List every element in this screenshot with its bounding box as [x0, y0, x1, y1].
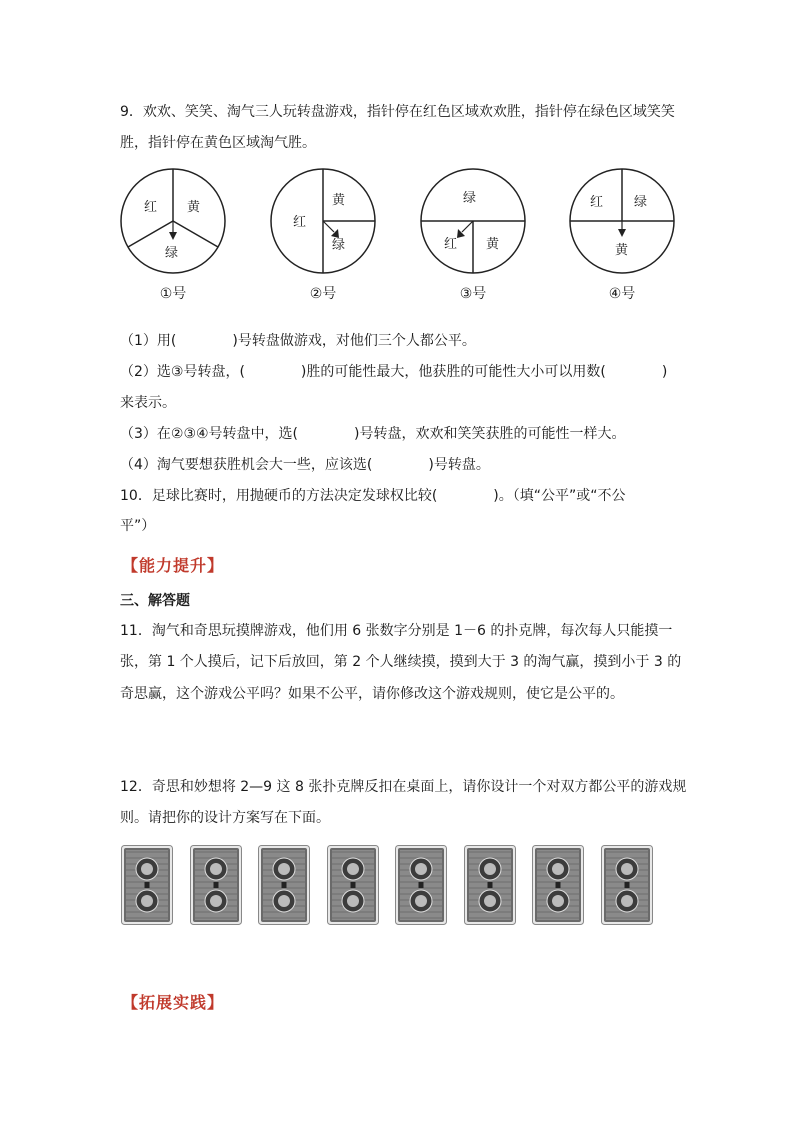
q12-line2: 则。请把你的设计方案写在下面。	[120, 810, 330, 826]
spinner-2	[268, 166, 378, 276]
spinner-2-label: ②号	[309, 286, 337, 302]
card-back-image	[190, 845, 242, 925]
q9-line2: 胜，指针停在黄色区域淘气胜。	[120, 135, 316, 151]
spinner-2-region-green: 绿	[332, 238, 346, 253]
spinner-3-region-yellow: 黄	[486, 237, 500, 252]
spinner-4-label: ④号	[608, 286, 636, 302]
spinner-3-region-red: 红	[444, 237, 458, 252]
spinner-1-label: ①号	[159, 286, 187, 302]
card-back-image	[121, 845, 173, 925]
spinner-4	[567, 166, 677, 276]
spinner-3-label: ③号	[459, 286, 487, 302]
spinner-1-region-yellow: 黄	[187, 200, 201, 215]
section-extend: 【拓展实践】	[122, 993, 225, 1012]
spinner-4-region-green: 绿	[634, 195, 648, 210]
spinner-4-region-yellow: 黄	[615, 243, 629, 258]
q11-line1: 11．淘气和奇思玩摸牌游戏，他们用 6 张数字分别是 1－6 的扑克牌，每次每人只能摸一	[120, 623, 673, 639]
heading-answer-questions: 三、解答题	[120, 593, 190, 609]
q9-sub1: （1）用( )号转盘做游戏，对他们三个人都公平。	[120, 333, 476, 349]
q12-line1: 12．奇思和妙想将 2—9 这 8 张扑克牌反扣在桌面上，请你设计一个对双方都公平的游戏规	[120, 779, 687, 795]
q10-line1: 10．足球比赛时，用抛硬币的方法决定发球权比较( )。（填“公平”或“不公	[120, 488, 626, 504]
q9-line1: 9．欢欢、笑笑、淘气三人玩转盘游戏，指针停在红色区域欢欢胜，指针停在绿色区域笑笑	[120, 104, 675, 120]
spinner-3-region-green: 绿	[463, 191, 477, 206]
card-back-image	[258, 845, 310, 925]
spinner-2-region-red: 红	[293, 215, 307, 230]
card-back-image	[601, 845, 653, 925]
section-ability: 【能力提升】	[122, 556, 225, 575]
spinner-1-region-red: 红	[144, 200, 158, 215]
card-back-image	[532, 845, 584, 925]
q9-sub3: （3）在②③④号转盘中，选( )号转盘，欢欢和笑笑获胜的可能性一样大。	[120, 426, 626, 442]
q9-sub4: （4）淘气要想获胜机会大一些，应该选( )号转盘。	[120, 457, 490, 473]
q9-sub2-line2: 来表示。	[120, 395, 176, 411]
spinner-1-region-green: 绿	[165, 246, 179, 261]
q11-line3: 奇思赢，这个游戏公平吗？如果不公平，请你修改这个游戏规则，使它是公平的。	[120, 686, 624, 702]
card-back-image	[395, 845, 447, 925]
q9-sub2-line1: （2）选③号转盘，( )胜的可能性最大，他获胜的可能性大小可以用数( )	[120, 364, 668, 380]
q11-line2: 张，第 1 个人摸后，记下后放回，第 2 个人继续摸，摸到大于 3 的淘气赢，摸到小于 3 的	[120, 654, 682, 670]
spinner-1	[118, 166, 228, 276]
q10-line2: 平”）	[120, 518, 156, 534]
spinner-2-region-yellow: 黄	[332, 193, 346, 208]
spinner-4-region-red: 红	[590, 195, 604, 210]
spinner-3	[418, 166, 528, 276]
card-back-image	[327, 845, 379, 925]
card-back-image	[464, 845, 516, 925]
